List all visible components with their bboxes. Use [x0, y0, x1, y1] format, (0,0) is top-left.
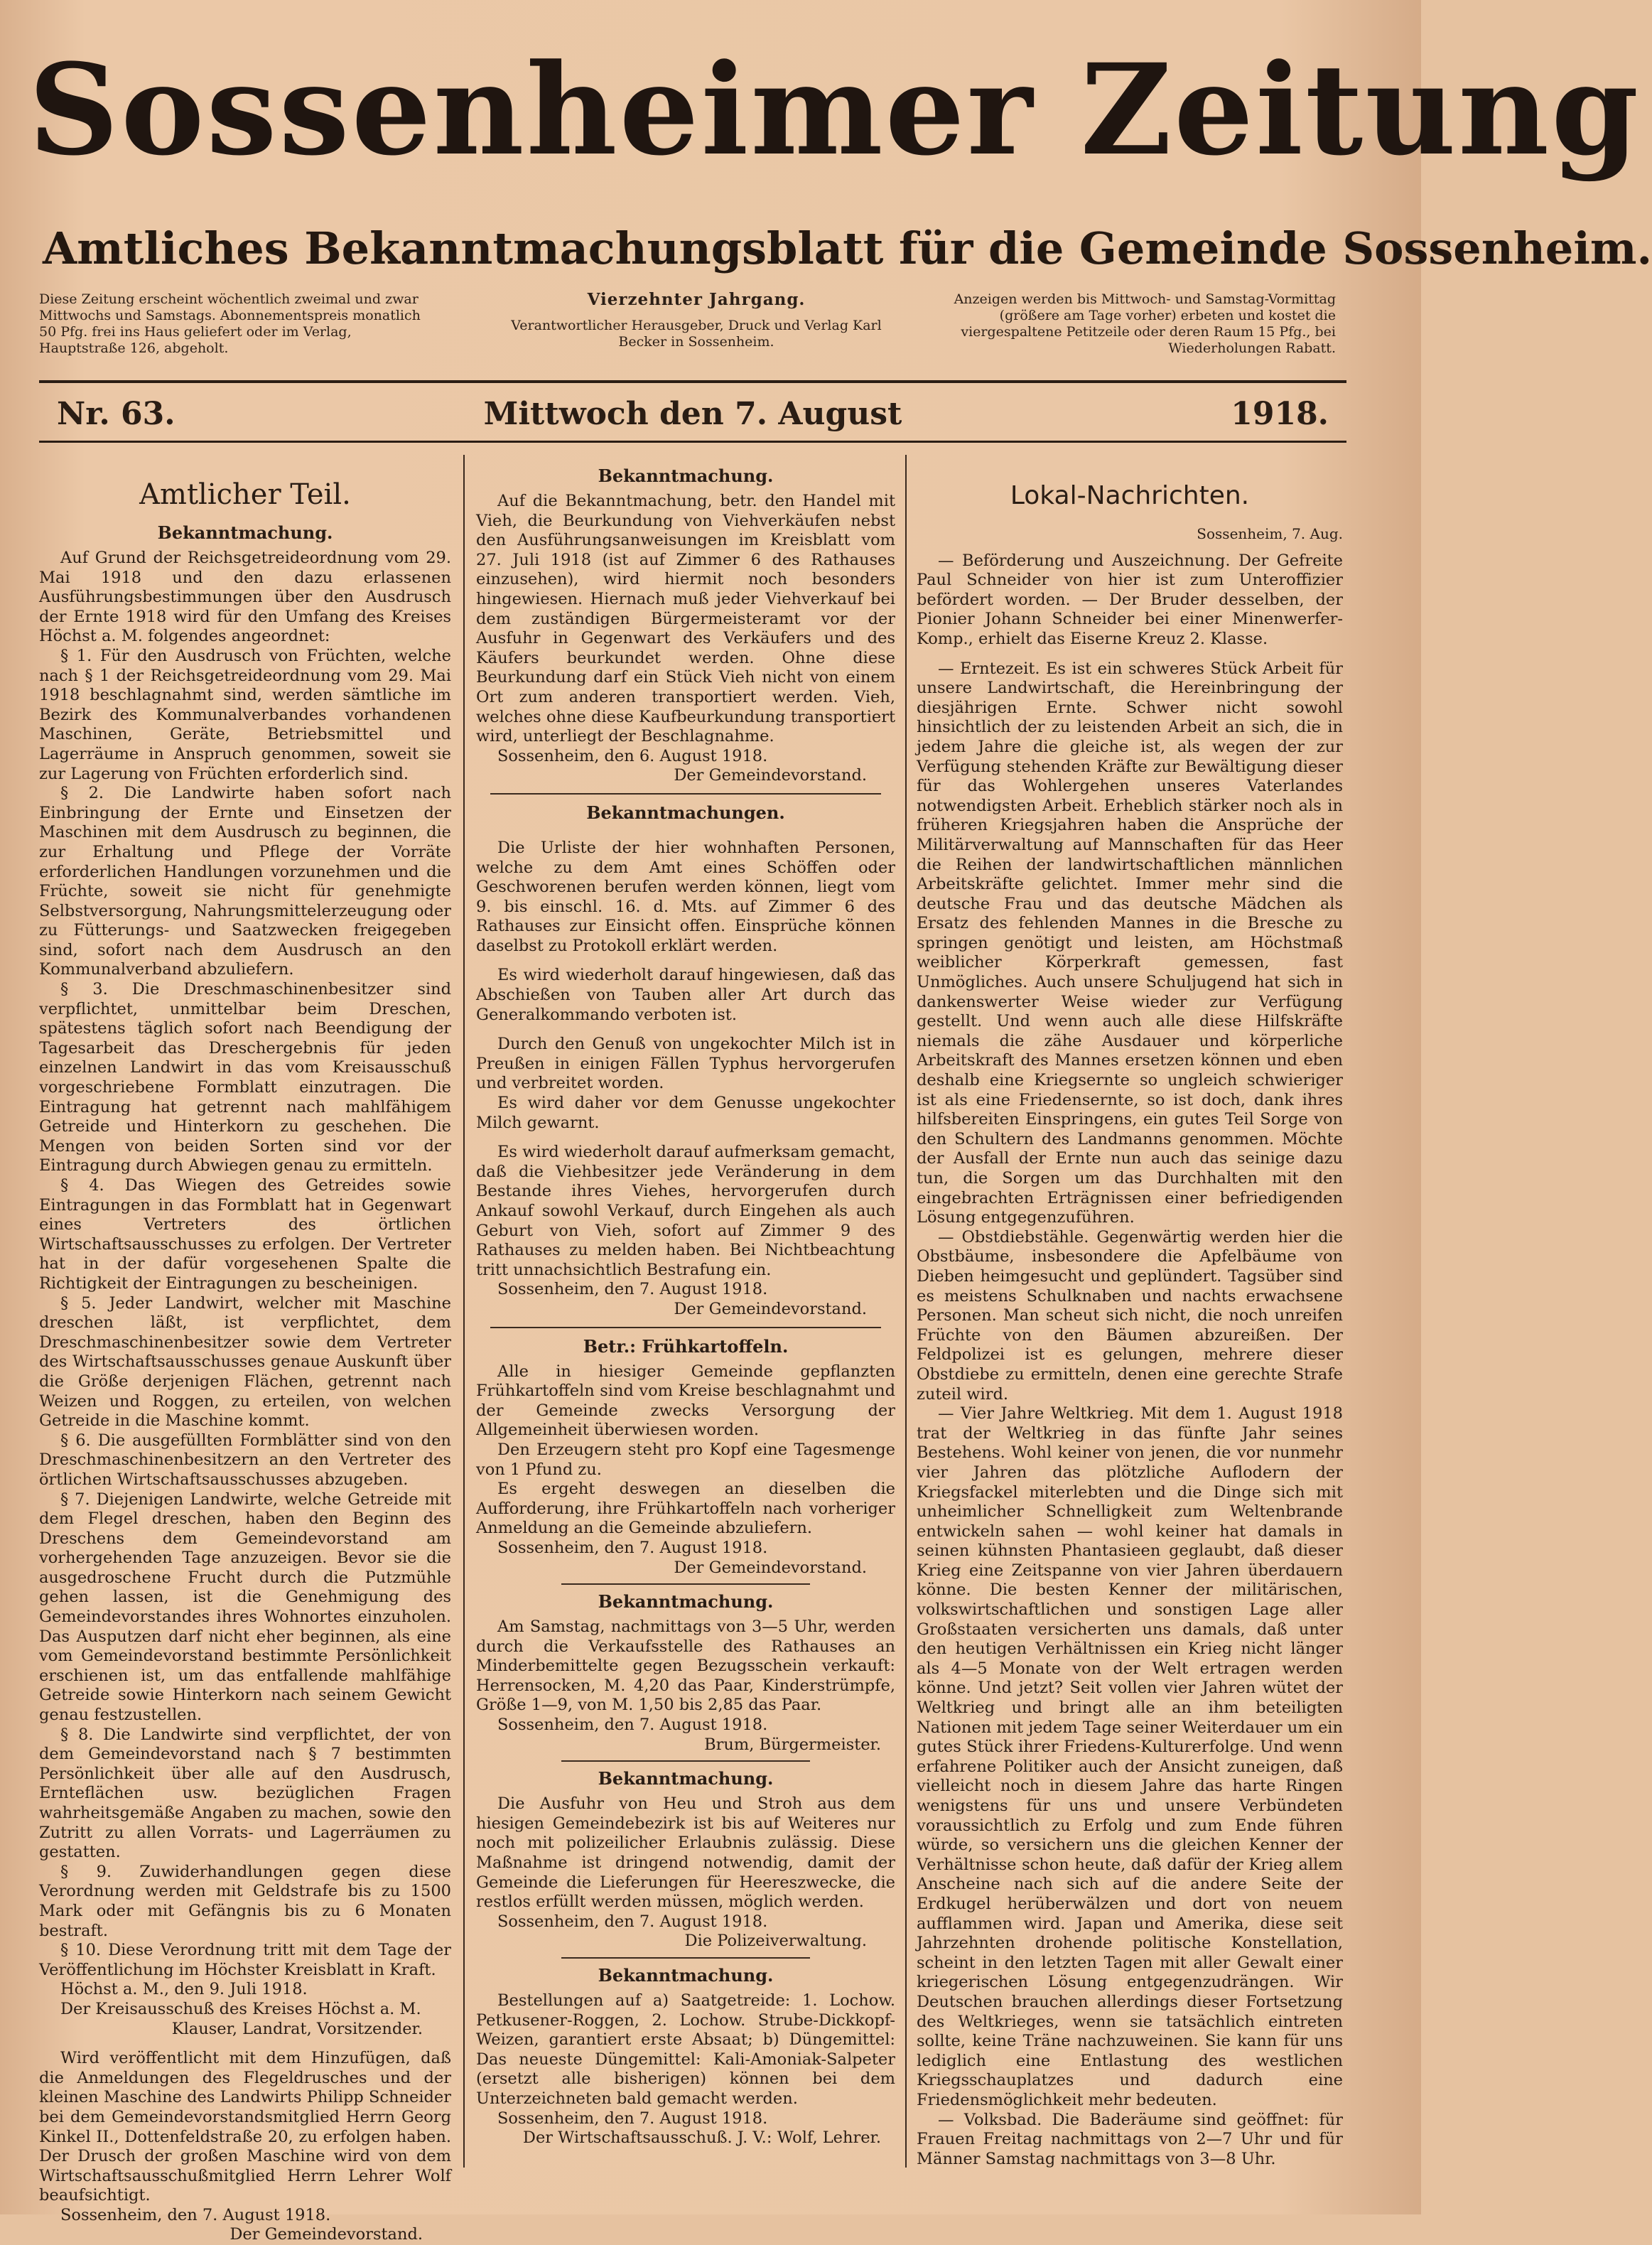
paragraph: § 7. Diejenigen Landwirte, welche Getreide mit dem Flegel dreschen, haben den Beginn des Dreschens dem Gemeindevorstand am vorhergehenden Tage anzuzeigen. Bevor sie die ausgedroschene Frucht durch die Putzmühle gehen lassen, ist die Genehmigung des Gemeindevorstandes ihres Wohnortes einzuholen. Das Ausputzen darf nicht eher beginnen, als eine vom Gemeindevorstand bestimmte Persönlichkeit erschienen ist, um das entfallende mahlfähige Getreide sowie Hinterkorn nach seinem Gewicht genau festzustellen.	[39, 1490, 451, 1725]
place-date: Sossenheim, den 7. August 1918.	[497, 1912, 768, 1931]
notice-heading: Bekanntmachung.	[598, 465, 774, 486]
section-title-official: Amtlicher Teil.	[139, 478, 351, 511]
header-rule-top	[39, 380, 1346, 383]
separator	[490, 793, 881, 795]
publisher-info	[497, 291, 895, 350]
paragraph: Auf die Bekanntmachung, betr. den Handel mit Vieh, die Beurkundung von Viehverkäufen nebst den Ausführungsanweisungen im Kreisblatt vom 27. Juli 1918 (ist auf Zimmer 6 des Rathauses einzusehen), wird hiermit noch besonders hingewiesen. Hiernach muß jeder Viehverkauf bei dem zuständigen Bürgermeisteramt vor der Ausfuhr in Gegenwart des Verkäufers und des Käufers beurkundet werden. Ohne diese Beurkundung darf ein Stück Vieh nicht von einem Ort zum anderen transportiert werden. Vieh, welches ohne diese Kaufbeurkundung transportiert wird, unterliegt der Beschlagnahme.	[476, 492, 895, 746]
paragraph: Die Ausfuhr von Heu und Stroh aus dem hiesigen Gemeindebezirk ist bis auf Weiteres nur noch mit polizeilicher Erlaubnis zulässig. Diese Maßnahme ist dringend notwendig, damit der Gemeinde die Lieferungen für Heereszwecke, die restlos erfüllt werden müssen, möglich werden.	[476, 1794, 895, 1912]
separator	[561, 1760, 810, 1762]
paragraph: § 6. Die ausgefüllten Formblätter sind von den Dreschmaschinenbesitzern an den Vertreter des örtlichen Wirtschaftsausschusses abzugeben.	[39, 1431, 451, 1489]
paragraph: § 4. Das Wiegen des Getreides sowie Eintragungen in das Formblatt hat in Gegenwart eines Vertreters des örtlichen Wirtschaftsausschusses zu erfolgen. Der Vertreter hat in der dafür vorgesehenen Spalte die Richtigkeit der Eintragungen zu bescheinigen.	[39, 1176, 451, 1293]
separator	[561, 1957, 810, 1959]
column-official	[39, 462, 451, 2245]
local-dateline: Sossenheim, 7. Aug.	[1197, 525, 1343, 542]
paragraph: Auf Grund der Reichsgetreideordnung vom 29. Mai 1918 und den dazu erlassenen Ausführungsbestimmungen über den Ausdrusch der Ernte 1918 wird für den Umfang des Kreises Höchst a. M. folgendes angeordnet:	[39, 549, 451, 646]
signature: Der Gemeindevorstand.	[674, 1299, 867, 1318]
paragraph: § 1. Für den Ausdrusch von Früchten, welche nach § 1 der Reichsgetreideordnung vom 29. Mai 1918 beschlagnahmt sind, werden sämtliche im Bezirk des Kommunalverbandes vorhandenen Maschinen, Geräte, Betriebsmittel und Lagerräume in Anspruch genommen, soweit sie zur Lagerung von Früchten erforderlich sind.	[39, 646, 451, 783]
issue-number: Nr. 63.	[57, 396, 176, 432]
signature: Brum, Bürgermeister.	[704, 1735, 881, 1754]
signature: Der Gemeindevorstand.	[674, 1558, 867, 1577]
place-date: Höchst a. M., den 9. Juli 1918.	[60, 1980, 308, 1999]
volume-label: Vierzehnter Jahrgang.	[587, 290, 806, 309]
separator	[490, 1327, 881, 1328]
column-divider-1	[463, 455, 465, 2168]
signature: Die Polizeiverwaltung.	[684, 1932, 867, 1951]
news-item: — Erntezeit. Es ist ein schweres Stück Arbeit für unsere Landwirtschaft, die Hereinbringung der diesjährigen Ernte. Schwer nicht sowohl hinsichtlich der zu leistenden Arbeit an sich, die in jedem Jahre die gleiche ist, als wegen der zur Verfügung stehenden Kräfte zur Bewältigung dieser für das Wohlergehen unseres Vaterlandes notwendigsten Arbeit. Erheblich stärker noch als in früheren Kriegsjahren haben die Ansprüche der Militärverwaltung auf Mannschaften für das Heer die Reihen der landwirtschaftlichen männlichen Arbeitskräfte gelichtet. Immer mehr sind die deutsche Frau und das deutsche Mädchen als Ersatz des fehlenden Mannes in die Bresche zu springen genötigt und leisten, am Höchstmaß weiblicher Körperkraft gemessen, fast Unmögliches. Auch unsere Schuljugend hat sich in dankenswerter Weise wieder zur Verfügung gestellt. Und wenn auch alle diese Hilfskräfte niemals die zähe Ausdauer und körperliche Arbeitskraft des Mannes ersetzen können und eben deshalb eine Kriegsernte so ungleich schwieriger ist als eine Friedensernte, so ist doch, dank ihres hilfsbereiten Einspringens, ein gutes Teil Sorge von den Schultern des Landmanns genommen. Möchte der Ausfall der Ernte nun auch das seinige dazu tun, die Sorgen um das Durchhalten mit den eingebrachten Erträgnissen einer befriedigenden Lösung entgegenzuführen.	[917, 659, 1343, 1227]
news-item: — Obstdiebstähle. Gegenwärtig werden hier die Obstbäume, insbesondere die Apfelbäume von Dieben heimgesucht und geplündert. Tagsüber sind es meistens Schulknaben und nachts erwachsene Personen. Man scheut sich nicht, die noch unreifen Früchte von den Bäumen abzureißen. Der Feldpolizei ist es gelungen, mehrere dieser Obstdiebe zu ermitteln, denen eine gerechte Strafe zuteil wird.	[917, 1227, 1343, 1404]
paragraph: Bestellungen auf a) Saatgetreide: 1. Lochow. Petkusener-Roggen, 2. Lochow. Strube-Dickkopf-Weizen, garantiert erste Absaat; b) Düngemittel: Das neueste Düngemittel: Kali-Amoniak-Salpeter (ersetzt alle bisherigen) können bei dem Unterzeichneten bald gemacht werden.	[476, 1991, 895, 2108]
paragraph: Es ergeht deswegen an dieselben die Aufforderung, ihre Frühkartoffeln nach vorheriger Anmeldung an die Gemeinde abzuliefern.	[476, 1480, 895, 1538]
paragraph: § 2. Die Landwirte haben sofort nach Einbringung der Ernte und Einsetzen der Maschinen mit dem Ausdrusch zu beginnen, die zur Erhaltung und Pflege der Vorräte erforderlichen Handlungen vorzunehmen und die Früchte, soweit sie nicht für genehmigte Selbstversorgung, Nahrungsmittelerzeugung oder zu Fütterungs- und Saatzwecken freigegeben sind, sofort nach dem Ausdrusch an den Kommunalverband abzuliefern.	[39, 784, 451, 979]
news-item: — Beförderung und Auszeichnung. Der Gefreite Paul Schneider von hier ist zum Unteroffizier befördert worden. — Der Bruder desselben, der Pionier Johann Schneider bei einer Minenwerfer-Komp., erhielt das Eiserne Kreuz 2. Klasse.	[917, 551, 1343, 648]
paragraph: § 9. Zuwiderhandlungen gegen diese Verordnung werden mit Geldstrafe bis zu 1500 Mark oder mit Gefängnis bis zu 6 Monaten bestraft.	[39, 1862, 451, 1940]
signature: Der Kreisausschuß des Kreises Höchst a. M.	[60, 1999, 421, 2018]
advertising-info: Anzeigen werden bis Mittwoch- und Samstag-Vormittag (größere am Tage vorher) erbeten und kostet die viergespaltene Petitzeile oder deren Raum 15 Pfg., bei Wiederholungen Rabatt.	[954, 291, 1336, 356]
issue-date: Mittwoch den 7. August	[483, 396, 902, 432]
column-local-news	[917, 462, 1343, 2169]
news-item: — Vier Jahre Weltkrieg. Mit dem 1. August 1918 trat der Weltkrieg in das fünfte Jahr seines Bestehens. Wohl keiner von jenen, die vor nunmehr vier Jahren das plötzliche Auflodern der Kriegsfackel miterlebten und die Dinge sich mit unheimlicher Schnelligkeit zum Weltenbrande entwickeln sahen — wohl keiner hat damals in seinen kühnsten Phantasieen geglaubt, daß dieser Krieg eine Zeitspanne von vier Jahren überdauern könne. Die besten Kenner der militärischen, volkswirtschaftlichen und sonstigen Lage aller Großstaaten versicherten uns damals, daß unter den heutigen Verhältnissen ein Krieg nicht länger als 4—5 Monate von der Welt ertragen werden könne. Und jetzt? Seit vollen vier Jahren wütet der Weltkrieg und bringt alle an ihm beteiligten Nationen mit jedem Tage seiner Weiterdauer um ein gutes Stück ihrer Friedens-Kulturerfolge. Und wenn erfahrene Politiker auch der Ansicht zuneigen, daß vielleicht noch in diesem Jahre das harte Ringen wenigstens für uns und unsere Verbündeten voraussichtlich zu Erfolg und zum Ende führen würde, so versichern uns die gleichen Kenner der Verhältnisse schon heute, daß dafür der Krieg allem Anscheine nach sich auf die andere Seite der Erdkugel herüberwälzen und dort von neuem aufflammen wird. Japan und Amerika, diese seit Jahrzehnten drohende politische Konstellation, scheint in den letzten Tagen mit aller Gewalt einer kriegerischen Lösung entgegenzudrängen. Wir Deutschen brauchen allerdings dieser Fortsetzung des Weltkrieges, wenn sie tatsächlich eintreten sollte, keine Träne nachzuweinen. Sie kann für uns lediglich eine Entlastung des westlichen Kriegsschauplatzes und dadurch eine Friedensmöglichkeit mehr bedeuten.	[917, 1404, 1343, 2109]
notice-heading: Bekanntmachung.	[598, 1965, 774, 1986]
signature: Klauser, Landrat, Vorsitzender.	[171, 2019, 423, 2038]
paragraph: Die Urliste der hier wohnhaften Personen, welche zu dem Amt eines Schöffen oder Geschworenen berufen werden können, liegt vom 9. bis einschl. 16. d. Mts. auf Zimmer 6 des Rathauses zur Einsicht offen. Einsprüche können daselbst zu Protokoll erklärt werden.	[476, 838, 895, 955]
paragraph: Es wird wiederholt darauf aufmerksam gemacht, daß die Viehbesitzer jede Veränderung in dem Bestande ihres Viehes, hervorgerufen durch Ankauf sowohl Verkauf, durch Eingehen als auch Geburt von Vieh, sofort auf Zimmer 9 des Rathauses zu melden haben. Bei Nichtbeachtung tritt unnachsichtlich Bestrafung ein.	[476, 1143, 895, 1279]
paragraph: Am Samstag, nachmittags von 3—5 Uhr, werden durch die Verkaufsstelle des Rathauses an Minderbemittelte gegen Bezugsschein verkauft: Herrensocken, M. 4,20 das Paar, Kinderstrümpfe, Größe 1—9, von M. 1,50 bis 2,85 das Paar.	[476, 1617, 895, 1715]
signature: Der Gemeindevorstand.	[230, 2225, 423, 2244]
notice-heading: Betr.: Frühkartoffeln.	[583, 1335, 789, 1357]
signature: Der Gemeindevorstand.	[674, 766, 867, 785]
notice-heading: Bekanntmachung.	[598, 1591, 774, 1613]
paragraph: Es wird daher vor dem Genusse ungekochter Milch gewarnt.	[476, 1094, 895, 1132]
place-date: Sossenheim, den 7. August 1918.	[497, 2109, 768, 2128]
notice-heading: Bekanntmachung.	[157, 522, 333, 543]
paragraph: § 10. Diese Verordnung tritt mit dem Tage der Veröffentlichung im Höchster Kreisblatt in Kraft.	[39, 1941, 451, 1979]
paragraph: Durch den Genuß von ungekochter Milch ist in Preußen in einigen Fällen Typhus hervorgerufen und verbreitet worden.	[476, 1035, 895, 1093]
paragraph: Wird veröffentlicht mit dem Hinzufügen, daß die Anmeldungen des Flegeldrusches und der kleinen Maschine des Landwirts Philipp Schneider bei dem Gemeindevorstandsmitglied Herrn Georg Kinkel II., Dottenfeldstraße 20, zu erfolgen haben. Der Drusch der großen Maschine wird von dem Wirtschaftsausschußmitglied Herrn Lehrer Wolf beaufsichtigt.	[39, 2049, 451, 2205]
signature: Der Wirtschaftsausschuß. J. V.: Wolf, Lehrer.	[522, 2128, 881, 2148]
paragraph: Den Erzeugern steht pro Kopf eine Tagesmenge von 1 Pfund zu.	[476, 1440, 895, 1479]
masthead-title: Sossenheimer Zeitung	[28, 36, 1641, 183]
publisher-text: Verantwortlicher Herausgeber, Druck und Verlag Karl Becker in Sossenheim.	[511, 318, 882, 350]
paragraph: § 5. Jeder Landwirt, welcher mit Maschine dreschen läßt, ist verpflichtet, dem Dreschmaschinenbesitzer sowie dem Vertreter des Wirtschaftsausschusses genaue Auskunft über die Größe derjenigen Flächen, getrennt nach Weizen und Roggen, zu erteilen, von welchen Getreide in die Maschine kommt.	[39, 1293, 451, 1431]
separator	[561, 1583, 810, 1585]
notice-heading: Bekanntmachung.	[598, 1768, 774, 1789]
header-rule-bottom	[39, 441, 1346, 443]
masthead-subtitle: Amtliches Bekanntmachungsblatt für die Gemeinde Sossenheim.	[43, 222, 1652, 274]
section-title-local: Lokal-Nachrichten.	[1010, 481, 1250, 510]
place-date: Sossenheim, den 7. August 1918.	[497, 1280, 768, 1299]
paragraph: § 3. Die Dreschmaschinenbesitzer sind verpflichtet, unmittelbar beim Dreschen, spätestens täglich sofort nach Beendigung der Tagesarbeit das Dreschergebnis für jeden einzelnen Landwirt in das vom Kreisausschuß vorgeschriebene Formblatt einzutragen. Die Eintragung hat getrennt nach mahlfähigem Getreide und Hinterkorn zu geschehen. Die Mengen von beiden Sorten sind vor der Eintragung durch Abwiegen genau zu ermitteln.	[39, 980, 451, 1175]
place-date: Sossenheim, den 7. August 1918.	[497, 1538, 768, 1557]
paragraph: § 8. Die Landwirte sind verpflichtet, der von dem Gemeindevorstand nach § 7 bestimmten Persönlichkeit über alle auf den Ausdrusch, Ernteflächen usw. bezüglichen Fragen wahrheitsgemäße Angaben zu machen, sowie den Zutritt zu allen Vorrats- und Lagerräumen zu gestatten.	[39, 1725, 451, 1862]
dateline	[39, 389, 1346, 439]
paragraph: Alle in hiesiger Gemeinde gepflanzten Frühkartoffeln sind vom Kreise beschlagnahmt und der Gemeinde zwecks Versorgung der Allgemeinheit überwiesen worden.	[476, 1362, 895, 1440]
subscription-info: Diese Zeitung erscheint wöchentlich zweimal und zwar Mittwochs und Samstags. Abonnementspreis monatlich 50 Pfg. frei ins Haus geliefert oder im Verlag, Hauptstraße 126, abgeholt.	[39, 291, 421, 356]
news-item: — Volksbad. Die Baderäume sind geöffnet: für Frauen Freitag nachmittags von 2—7 Uhr und für Männer Samstag nachmittags von 3—8 Uhr.	[917, 2110, 1343, 2168]
column-divider-2	[905, 455, 907, 2168]
paragraph: Es wird wiederholt darauf hingewiesen, daß das Abschießen von Tauben aller Art durch das Generalkommando verboten ist.	[476, 966, 895, 1024]
issue-year: 1918.	[1231, 396, 1329, 432]
column-notices	[476, 462, 895, 2148]
place-date: Sossenheim, den 7. August 1918.	[497, 1716, 768, 1735]
place-date: Sossenheim, den 7. August 1918.	[60, 2205, 331, 2224]
notice-heading: Bekanntmachungen.	[586, 802, 785, 823]
place-date: Sossenheim, den 6. August 1918.	[497, 746, 768, 765]
